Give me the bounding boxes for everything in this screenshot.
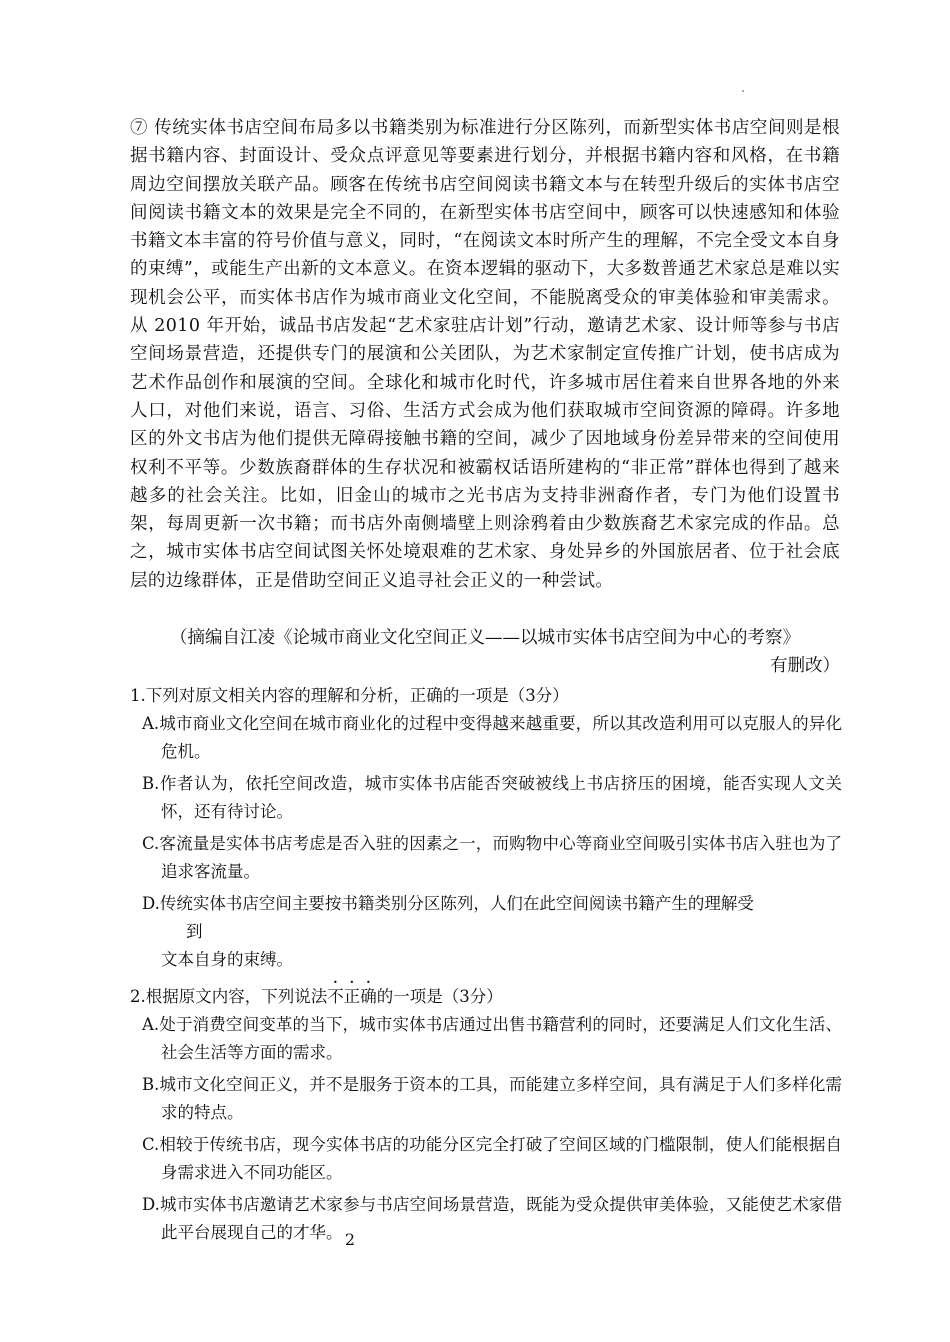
question-1-option-b: B.作者认为，依托空间改造，城市实体书店能否突破被线上书店挤压的困境，能否实现人文关怀，还有待讨论。 [142, 774, 842, 821]
article-source [130, 624, 840, 681]
source-line-2: 有删改） [770, 656, 840, 677]
question-2-stem [130, 978, 842, 1011]
question-1-option-d-tail: 文本自身的束缚。 [161, 950, 293, 969]
question-1 [130, 682, 842, 974]
question-2-option-a: A.处于消费空间变革的当下，城市实体书店通过出售书籍营利的同时，还要满足人们文化生活、社会生活等方面的需求。 [142, 1015, 842, 1062]
question-2-stem-before: 2.根据原文内容，下列说法 [130, 987, 328, 1006]
question-2-option-d: D.城市实体书店邀请艺术家参与书店空间场景营造，既能为受众提供审美体验，又能使艺术家借此平台展现自己的才华。 [142, 1195, 842, 1242]
article-paragraph-7: ⑦ 传统实体书店空间布局多以书籍类别为标准进行分区陈列，而新型实体书店空间则是根据书籍内容、封面设计、受众点评意见等要素进行划分，并根据书籍内容和风格，在书籍周边空间摆放关联产品。顾客在传统书店空间阅读书籍文本与在转型升级后的实体书店空间阅读书籍文本的效果是完全不同的，在新型实体书店空间中，顾客可以快速感知和体验书籍文本丰富的符号价值与意义，同时，“在阅读文本时所产生的理解，不完全受文本自身的束缚”，或能生产出新的文本意义。在资本逻辑的驱动下，大多数普通艺术家总是难以实现机会公平，而实体书店作为城市商业文化空间，不能脱离受众的审美体验和审美需求。从 2010 年开始，诚品书店发起“艺术家驻店计划”行动，邀请艺术家、设计师等参与书店空间场景营造，还提供专门的展演和公关团队，为艺术家制定宣传推广计划，使书店成为艺术作品创作和展演的空间。全球化和城市化时代，许多城市居住着来自世界各地的外来人口，对他们来说，语言、习俗、生活方式会成为他们获取城市空间资源的障碍。许多地区的外文书店为他们提供无障碍接触书籍的空间，减少了因地域身份差异带来的空间使用权利不平等。少数族裔群体的生存状况和被霸权话语所建构的“非正常”群体也得到了越来越多的社会关注。比如，旧金山的城市之光书店为支持非洲裔作者，专门为他们设置书架，每周更新一次书籍；而书店外南侧墙壁上则涂鸦着由少数族裔艺术家完成的作品。总之，城市实体书店空间试图关怀处境艰难的艺术家、身处异乡的外国旅居者、位于社会底层的边缘群体，正是借助空间正义追寻社会正义的一种尝试。 [130, 118, 840, 591]
question-1-option-c: C.客流量是实体书店考虑是否入驻的因素之一，而购物中心等商业空间吸引实体书店入驻也为了追求客流量。 [142, 834, 842, 881]
question-2-option-c: C.相较于传统书店，现今实体书店的功能分区完全打破了空间区域的门槛限制，使人们能根据自身需求进入不同功能区。 [142, 1135, 842, 1182]
stray-mark [742, 90, 744, 92]
question-1-option-d [130, 890, 842, 974]
question-1-option-d-wrap: 到 [186, 922, 203, 941]
question-2-option-b: B.城市文化空间正义，并不是服务于资本的工具，而能建立多样空间，具有满足于人们多样化需求的特点。 [142, 1075, 842, 1122]
page-number: 2 [344, 1230, 356, 1249]
question-2-stem-emphasis: 不正确 [327, 987, 377, 1006]
source-line-1: （摘编自江凌《论城市商业文化空间正义——以城市实体书店空间为中心的考察》 [170, 628, 800, 648]
questions-section [130, 682, 842, 1251]
question-1-option-d-text: D.传统实体书店空间主要按书籍类别分区陈列，人们在此空间阅读书籍产生的理解受 [142, 894, 754, 913]
question-2-stem-after: 的一项是（3分） [376, 987, 503, 1006]
question-1-stem: 1.下列对原文相关内容的理解和分析，正确的一项是（3分） [130, 686, 569, 705]
question-2 [130, 978, 842, 1247]
question-1-option-a: A.城市商业文化空间在城市商业化的过程中变得越来越重要，所以其改造利用可以克服人的异化危机。 [142, 714, 842, 761]
